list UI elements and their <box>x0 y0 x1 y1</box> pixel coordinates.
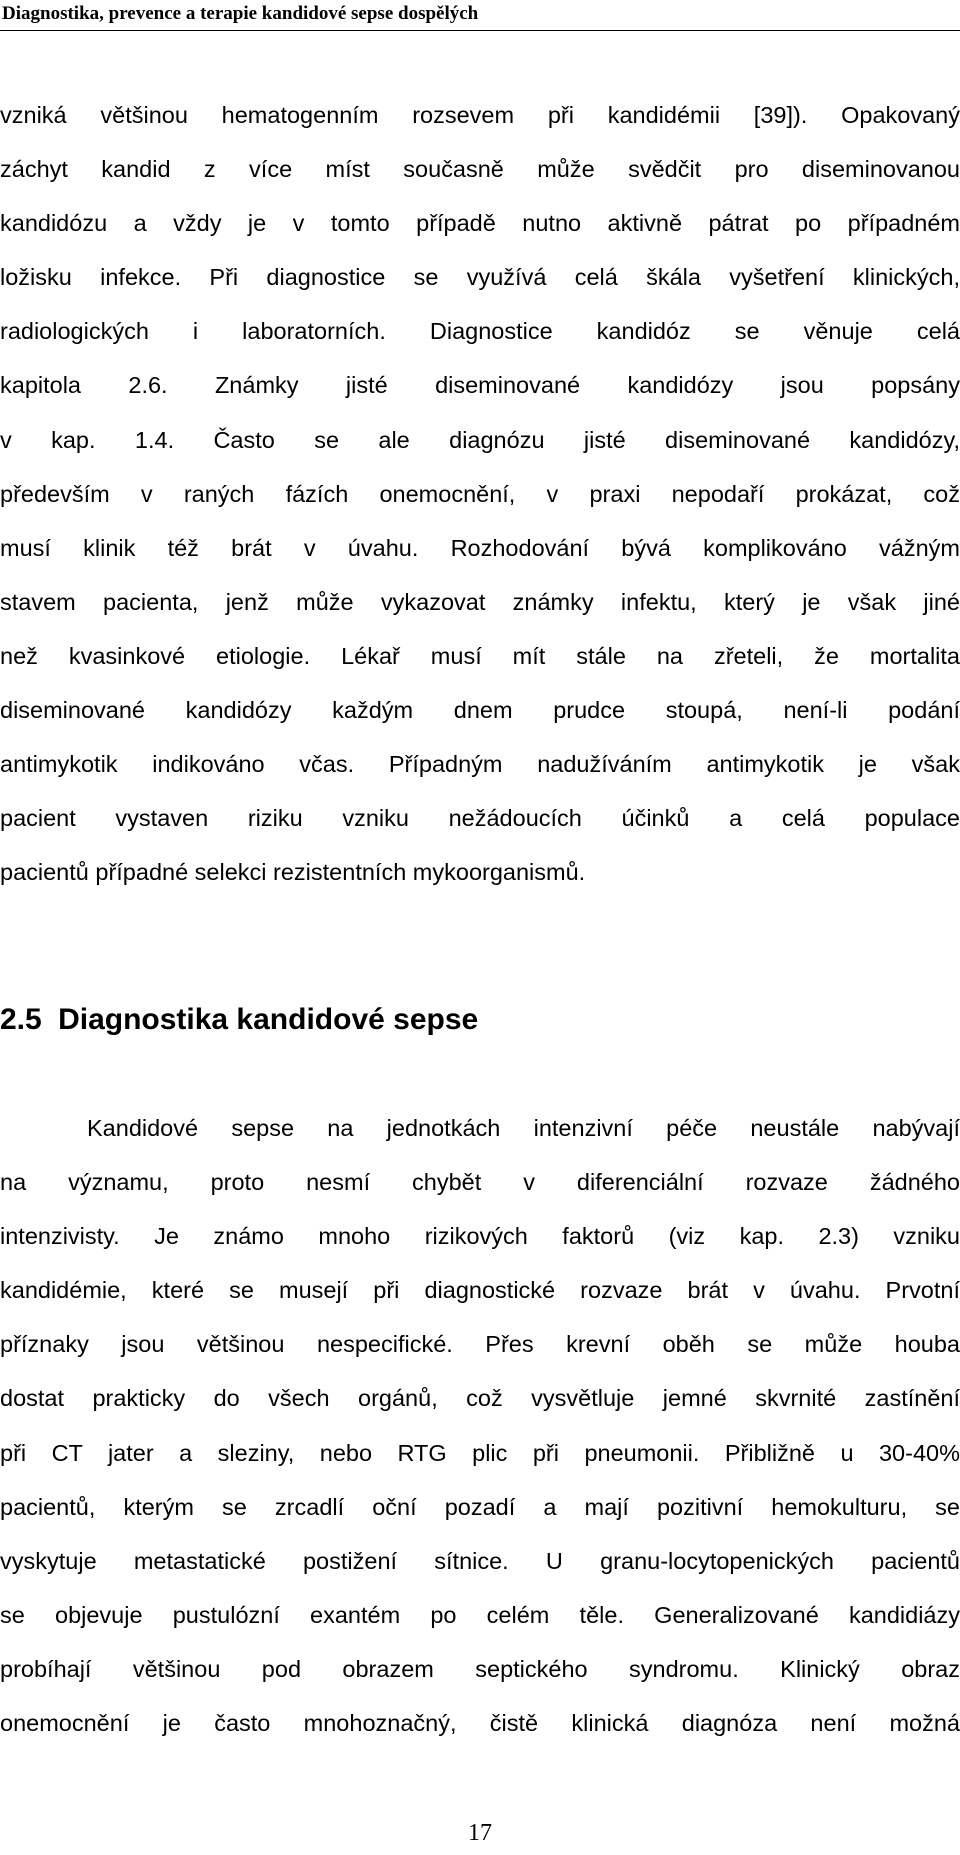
text-line: příznaky jsou většinou nespecifické. Přes krevní oběh se může houba <box>0 1331 960 1358</box>
text-line: antimykotik indikováno včas. Případným nadužíváním antimykotik je však <box>0 751 960 778</box>
text-line: kandidémie, které se musejí při diagnostické rozvaze brát v úvahu. Prvotní <box>0 1277 960 1304</box>
text-line: především v raných fázích onemocnění, v praxi nepodaří prokázat, což <box>0 480 960 507</box>
text-line: intenzivisty. Je známo mnoho rizikových faktorů (viz kap. 2.3) vzniku <box>0 1223 960 1250</box>
section-heading <box>0 1000 478 1040</box>
text-line: onemocnění je často mnohoznačný, čistě klinická diagnóza není možná <box>0 1710 960 1737</box>
text-line: stavem pacienta, jenž může vykazovat známky infektu, který je však jiné <box>0 588 960 615</box>
body-paragraph-2 <box>0 1101 960 1750</box>
text-line: vzniká většinou hematogenním rozsevem při kandidémii [39]). Opakovaný <box>0 102 960 128</box>
text-line: kandidózu a vždy je v tomto případě nutno aktivně pátrat po případném <box>0 210 960 237</box>
text-line: Kandidové sepse na jednotkách intenzivní péče neustále nabývají <box>87 1115 960 1141</box>
text-line: na významu, proto nesmí chybět v diferenciální rozvaze žádného <box>0 1169 960 1196</box>
text-line: probíhají většinou pod obrazem septického syndromu. Klinický obraz <box>0 1655 960 1682</box>
page-number: 17 <box>468 1820 492 1846</box>
header-rule <box>0 30 960 31</box>
text-line: záchyt kandid z více míst současně může svědčit pro diseminovanou <box>0 156 960 183</box>
running-header: Diagnostika, prevence a terapie kandidové sepse dospělých <box>2 3 479 24</box>
text-line: při CT jater a sleziny, nebo RTG plic při pneumonii. Přibližně u 30-40% <box>0 1439 960 1466</box>
section-title: Diagnostika kandidové sepse <box>58 1003 479 1036</box>
text-line: vyskytuje metastatické postižení sítnice. U granu-locytopenických pacientů <box>0 1547 960 1574</box>
body-paragraph-1 <box>0 88 960 899</box>
text-line: pacientů případné selekci rezistentních mykoorganismů. <box>0 859 586 886</box>
section-number: 2.5 <box>0 1003 42 1036</box>
text-line: v kap. 1.4. Často se ale diagnózu jisté diseminované kandidózy, <box>0 426 960 453</box>
text-line: ložisku infekce. Při diagnostice se využívá celá škála vyšetření klinických, <box>0 264 960 291</box>
text-line: musí klinik též brát v úvahu. Rozhodování bývá komplikováno vážným <box>0 534 960 561</box>
text-line: pacient vystaven riziku vzniku nežádoucích účinků a celá populace <box>0 805 960 832</box>
text-line: kapitola 2.6. Známky jisté diseminované kandidózy jsou popsány <box>0 372 960 399</box>
text-line: dostat prakticky do všech orgánů, což vysvětluje jemné skvrnité zastínění <box>0 1385 960 1412</box>
text-line: se objevuje pustulózní exantém po celém těle. Generalizované kandidiázy <box>0 1601 960 1628</box>
text-line: pacientů, kterým se zrcadlí oční pozadí a mají pozitivní hemokulturu, se <box>0 1493 960 1520</box>
text-line: než kvasinkové etiologie. Lékař musí mít stále na zřeteli, že mortalita <box>0 642 960 669</box>
text-line: diseminované kandidózy každým dnem prudce stoupá, není-li podání <box>0 697 960 724</box>
text-line: radiologických i laboratorních. Diagnostice kandidóz se věnuje celá <box>0 318 960 345</box>
